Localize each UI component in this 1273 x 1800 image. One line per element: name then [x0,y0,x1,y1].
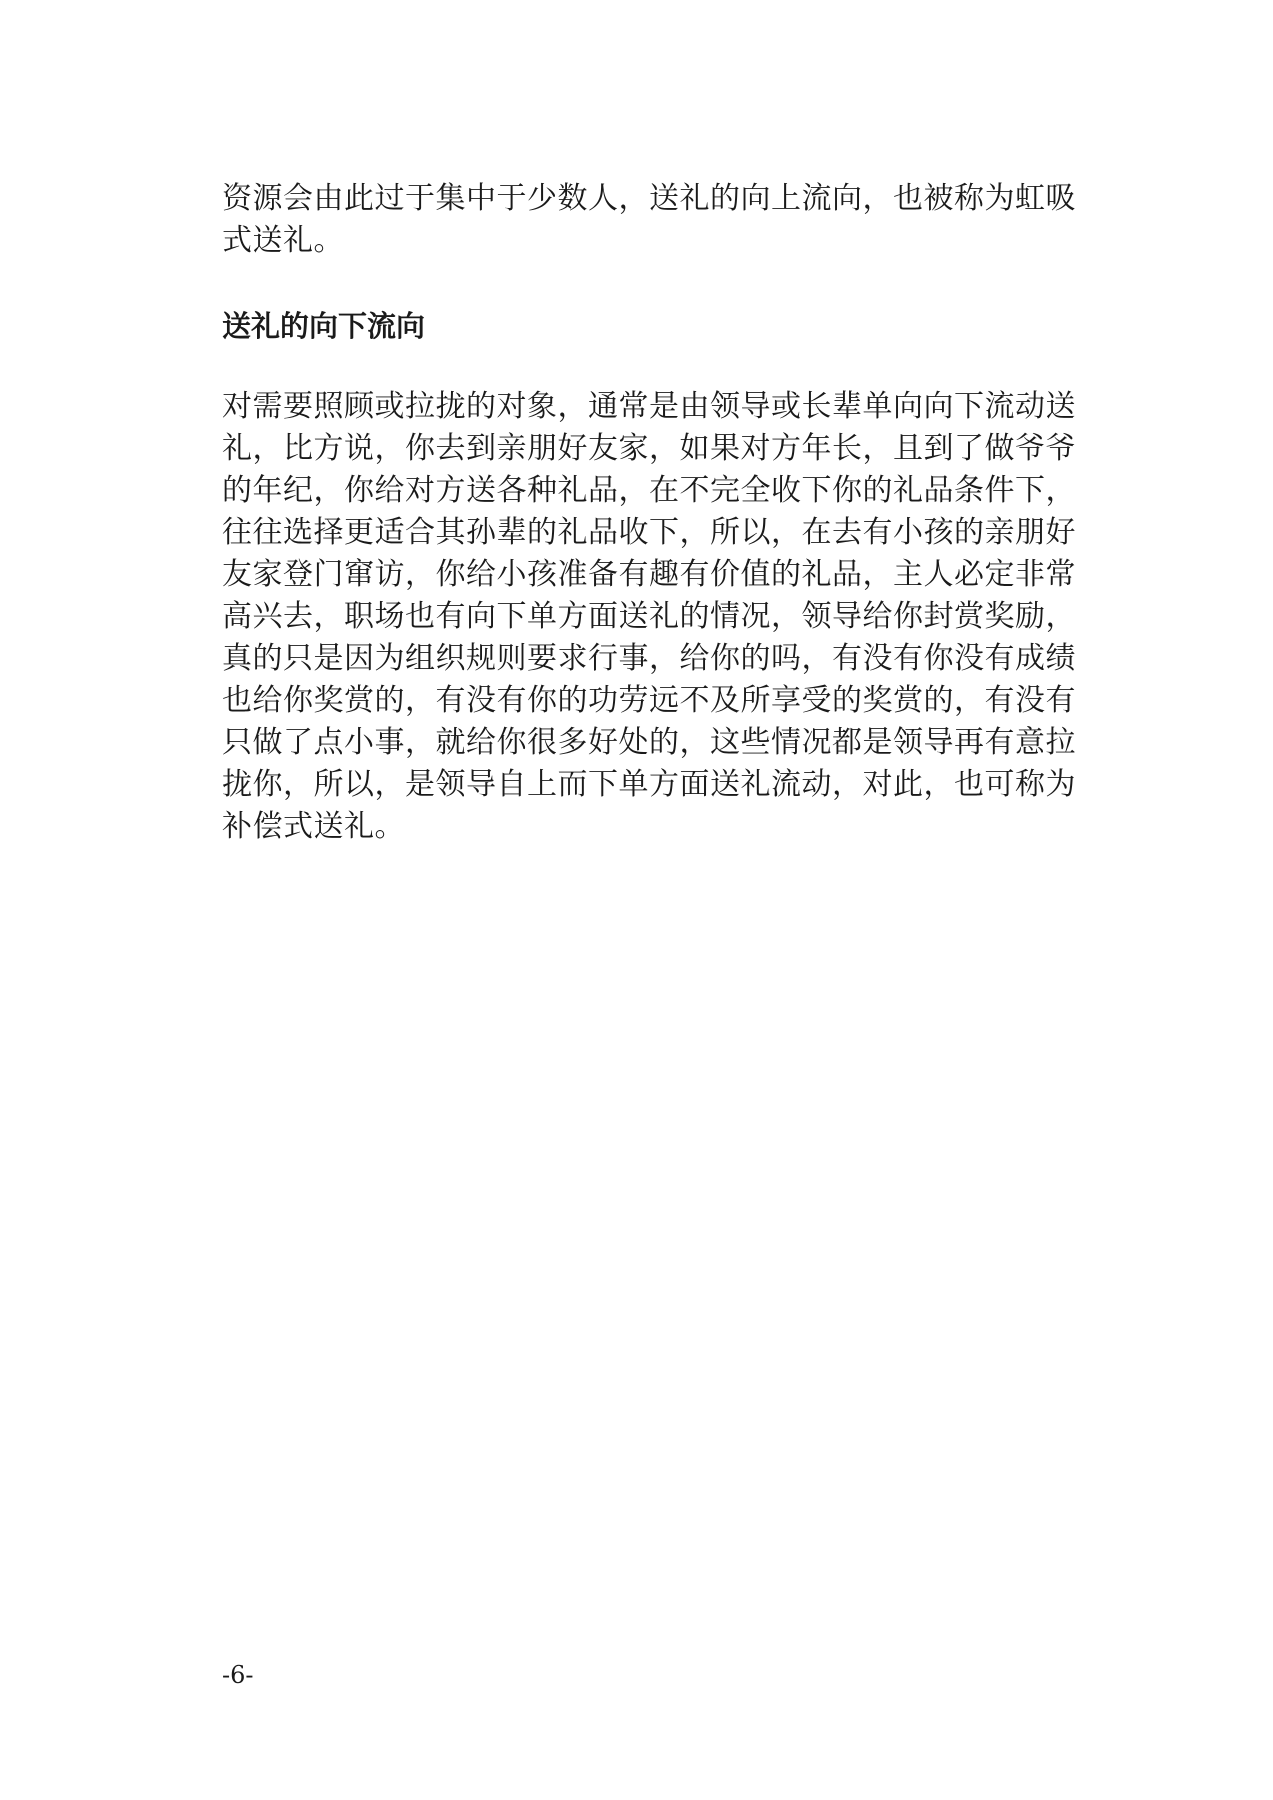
paragraph-top-line-2: 式送礼。 [222,223,344,258]
paragraph-main-line-7: 真的只是因为组织规则要求行事，给你的吗，有没有你没有成绩 [222,641,1076,676]
page-number: -6- [222,1661,254,1689]
paragraph-main-line-6: 高兴去，职场也有向下单方面送礼的情况，领导给你封赏奖励， [222,599,1076,634]
paragraph-main-line-11: 补偿式送礼。 [222,809,405,844]
paragraph-main-line-1: 对需要照顾或拉拢的对象，通常是由领导或长辈单向向下流动送 [222,389,1076,424]
paragraph-main-line-8: 也给你奖赏的，有没有你的功劳远不及所享受的奖赏的，有没有 [222,683,1076,718]
section-heading: 送礼的向下流向 [222,309,426,343]
paragraph-main-line-10: 拢你，所以，是领导自上而下单方面送礼流动，对此，也可称为 [222,767,1076,802]
paragraph-main-line-5: 友家登门窜访，你给小孩准备有趣有价值的礼品，主人必定非常 [222,557,1076,592]
paragraph-main-line-3: 的年纪，你给对方送各种礼品，在不完全收下你的礼品条件下， [222,473,1076,508]
paragraph-main-line-4: 往往选择更适合其孙辈的礼品收下，所以，在去有小孩的亲朋好 [222,515,1076,550]
paragraph-top-line-1: 资源会由此过于集中于少数人，送礼的向上流向，也被称为虹吸 [222,181,1076,216]
paragraph-main-line-9: 只做了点小事，就给你很多好处的，这些情况都是领导再有意拉 [222,725,1076,760]
paragraph-main-line-2: 礼，比方说，你去到亲朋好友家，如果对方年长，且到了做爷爷 [222,431,1076,466]
